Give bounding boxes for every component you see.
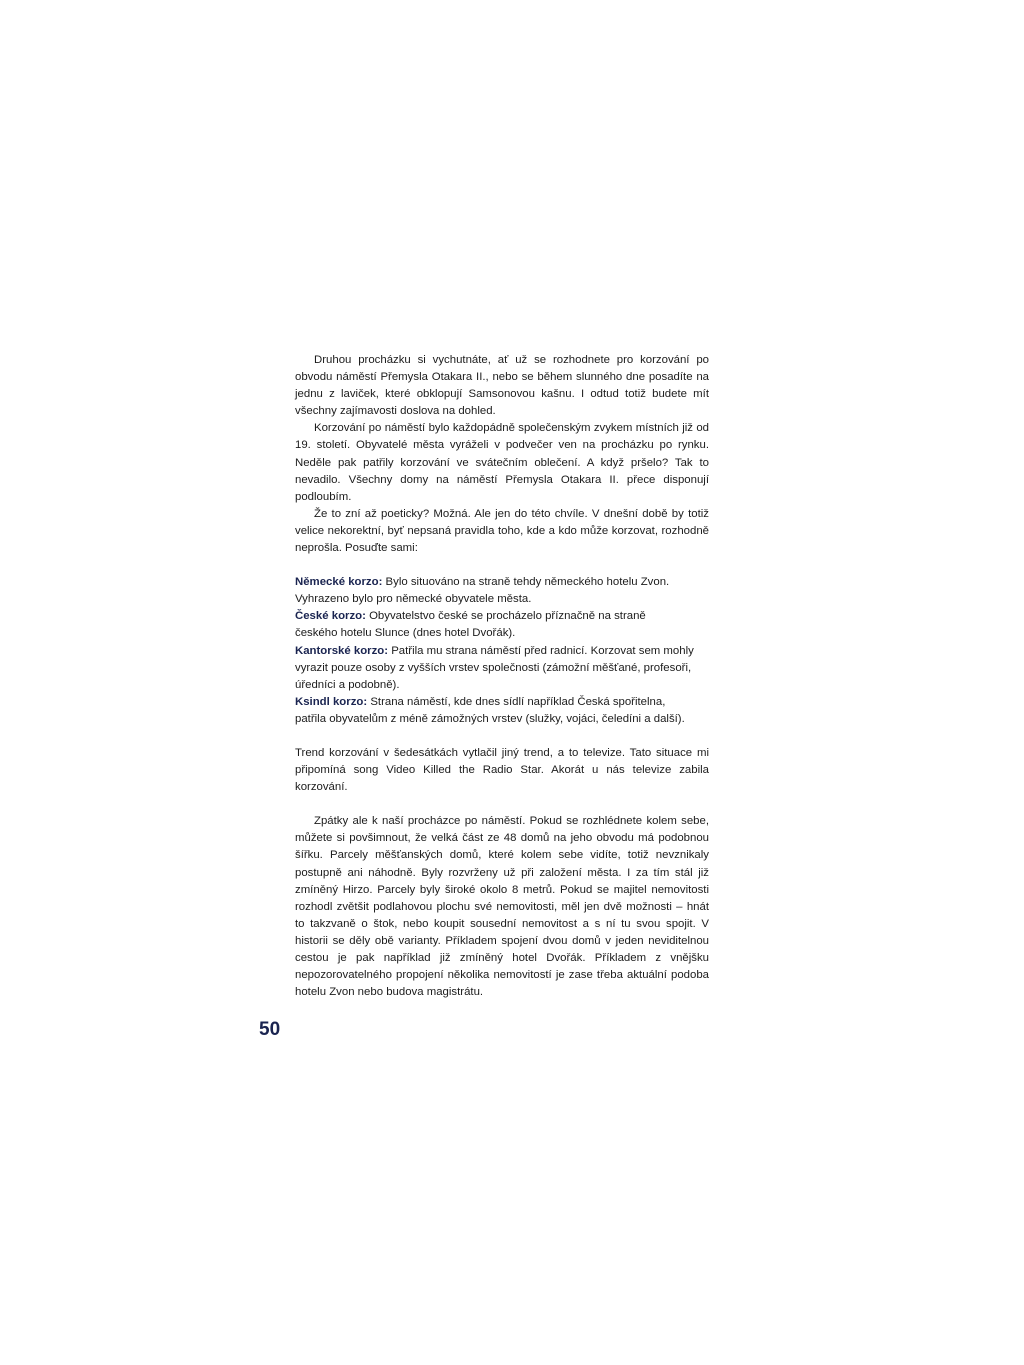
intro-paragraph-1: Druhou procházku si vychutnáte, ať už se rozhodnete pro korzování po obvodu náměstí Přemysla Otakara II., nebo se během slunného dne posadíte na jednu z laviček, které obklopují Samsonovou kašnu. I odtud totiž budete mít všechny zajímavosti doslova na dohled. <box>295 354 709 418</box>
korzo-item-czech <box>295 608 709 642</box>
korzo-text: Patřila mu strana náměstí před radnicí. Korzovat sem mohly <box>388 644 694 657</box>
trend-paragraph: Trend korzování v šedesátkách vytlačil jiný trend, a to televize. Tato situace mi připomíná song Video Killed the Radio Star. Akorát u nás televize zabila korzování. <box>295 746 709 794</box>
korzo-text: vyrazit pouze osoby z vyšších vrstev společnosti (zámožní měšťané, profesoři, <box>295 661 692 674</box>
korzo-text: Vyhrazeno bylo pro německé obyvatele města. <box>295 593 532 606</box>
closing-paragraph: Zpátky ale k naší procházce po náměstí. Pokud se rozhlédnete kolem sebe, můžete si povšimnout, že velká část ze 48 domů na jeho obvodu má podobnou šířku. Parcely měšťanských domů, které kolem sebe vidíte, totiž nevznikaly postupně ani náhodně. Byly rozvrženy už při založení města. I za tím stál již zmíněný Hirzo. Parcely byly široké okolo 8 metrů. Pokud se majitel nemovitosti rozhodl zvětšit podlahovou plochu své nemovitosti, měl jen dvě možnosti – hnát to takzvaně o štok, nebo koupit sousední nemovitost a s ní tu svou spojit. V historii se děly obě varianty. Příkladem spojení dvou domů v jeden neviditelnou cestou je pak například již zmíněný hotel Dvořák. Příkladem z vnějšku nepozorovatelného propojení několika nemovitostí je zase třeba aktuální podoba hotelu Zvon nebo budova magistrátu. <box>295 815 709 999</box>
spacer <box>295 557 709 574</box>
korzo-term: České korzo: <box>295 610 366 623</box>
korzo-text: Obyvatelstvo české se procházelo příznačně na straně <box>365 610 646 623</box>
korzo-term: Kantorské korzo: <box>295 644 389 657</box>
korzo-item-german <box>295 574 709 608</box>
page-number: 50 <box>259 1019 281 1040</box>
korzo-text: českého hotelu Slunce (dnes hotel Dvořák). <box>295 627 516 640</box>
intro-paragraph-3: Že to zní až poeticky? Možná. Ale jen do této chvíle. V dnešní době by totiž velice nekorektní, byť nepsaná pravidla toho, kde a kdo může korzovat, rozhodně neprošla. Posuďte sami: <box>295 507 709 555</box>
body-text <box>295 352 709 1001</box>
spacer <box>295 796 709 813</box>
korzo-text: Bylo situováno na straně tehdy německého hotelu Zvon. <box>382 576 670 589</box>
korzo-term: Německé korzo: <box>295 576 383 589</box>
intro-paragraph-2: Korzování po náměstí bylo každopádně společenským zvykem místních již od 19. století. Obyvatelé města vyráželi v podvečer ven na procházku po rynku. Neděle pak patřily korzování ve svátečním oblečení. A když pršelo? Tak to nevadilo. Všechny domy na náměstí Přemysla Otakara II. přece disponují podloubím. <box>295 422 709 503</box>
korzo-text: patřila obyvatelům z méně zámožných vrstev (služky, vojáci, čeledíni a další). <box>295 712 685 725</box>
korzo-text: úředníci a podobně). <box>295 678 400 691</box>
korzo-item-ksindl <box>295 694 709 728</box>
spacer <box>295 728 709 745</box>
korzo-item-kantor <box>295 643 709 694</box>
korzo-text: Strana náměstí, kde dnes sídlí například Česká spořitelna, <box>367 695 666 708</box>
korzo-term: Ksindl korzo: <box>295 695 368 708</box>
